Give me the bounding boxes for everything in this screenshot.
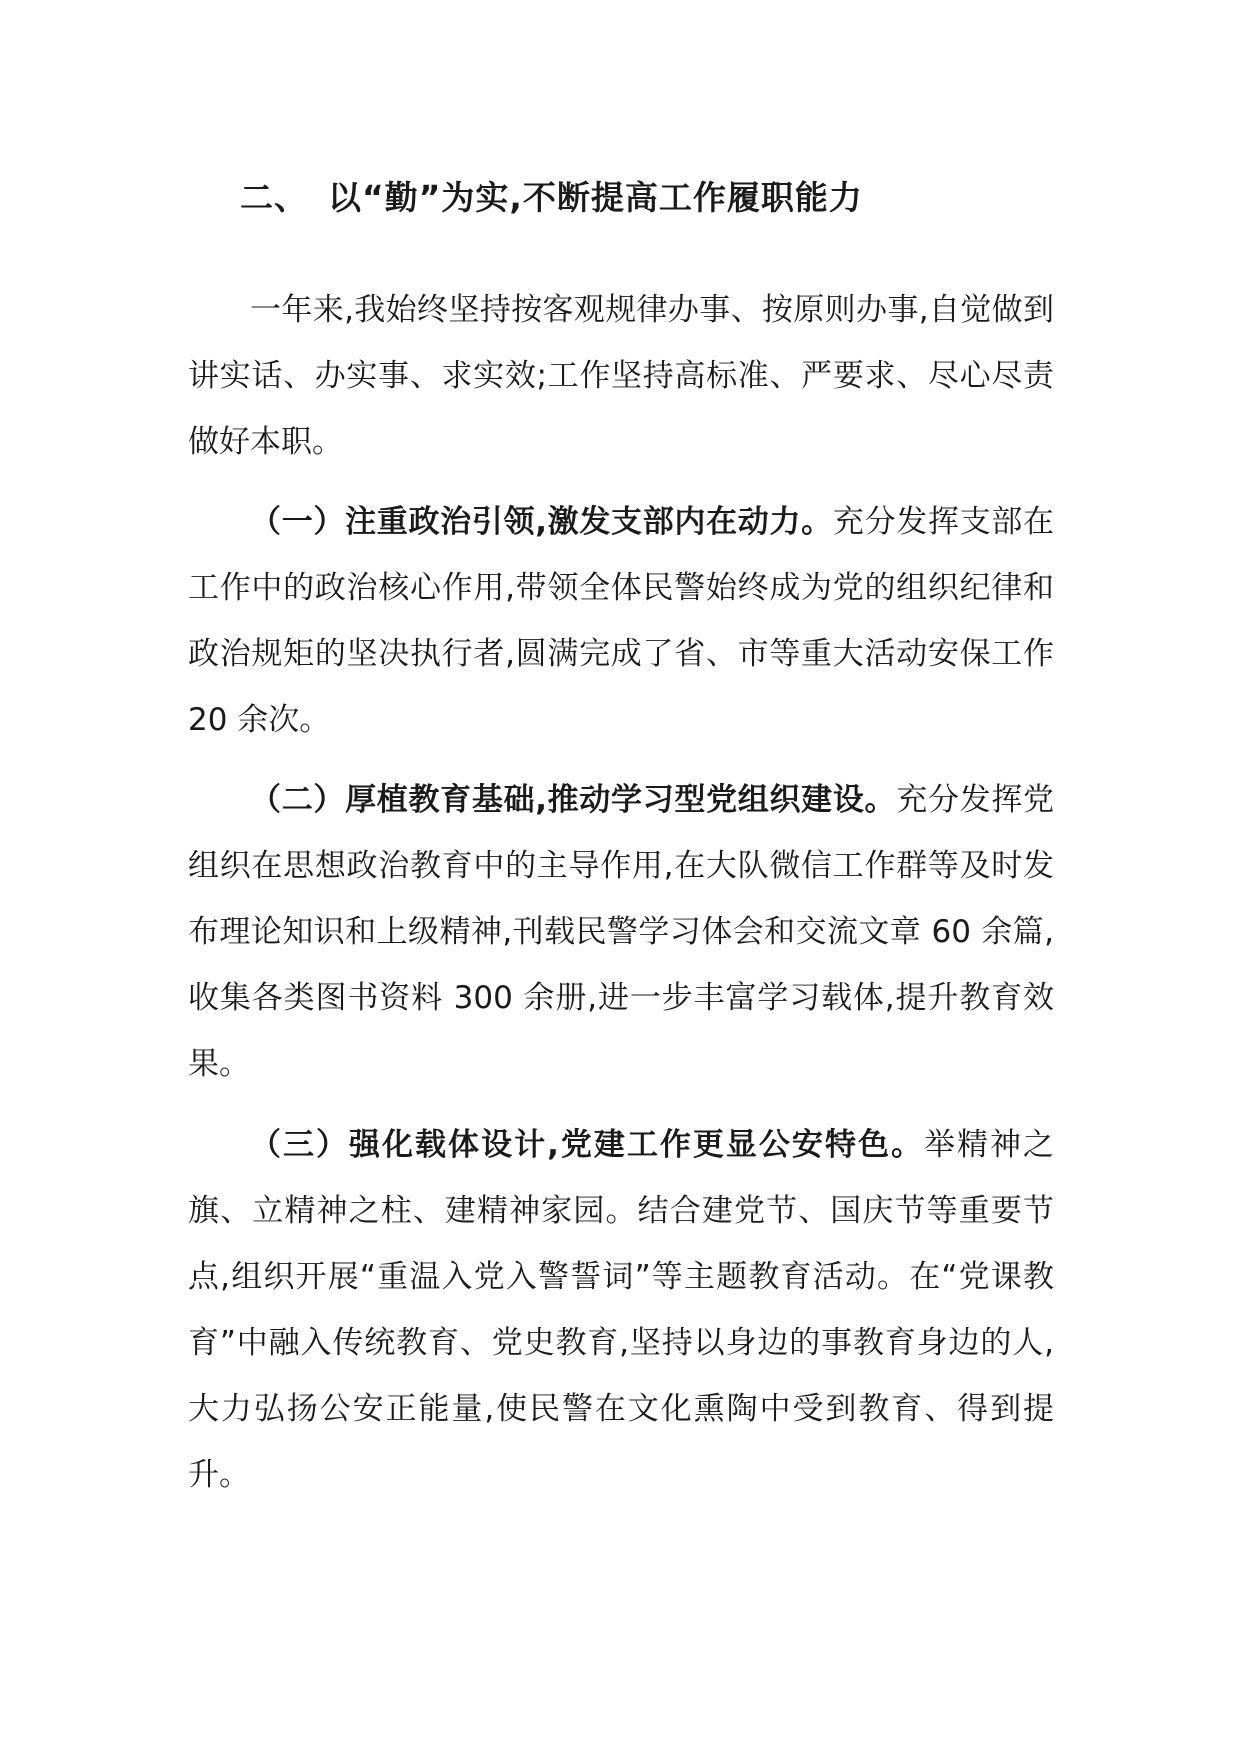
item-lead-3: （三）强化载体设计,党建工作更显公安特色。: [250, 1127, 924, 1163]
item-body-1: 充分发挥支部在工作中的政治核心作用,带领全体民警始终成为党的组织纪律和政治规矩的坚决执行者,圆满完成了省、市等重大活动安保工作 20 余次。: [188, 504, 1055, 738]
item-paragraph-2: [188, 767, 1054, 1097]
item-paragraph-1: [188, 489, 1054, 753]
item-paragraph-3: [188, 1112, 1054, 1508]
section-number: 二、: [240, 178, 308, 217]
item-lead-1: （一）注重政治引领,激发支部内在动力。: [250, 504, 833, 540]
section-title: 以“勤”为实,不断提高工作履职能力: [328, 178, 863, 217]
section-heading: [240, 172, 863, 224]
item-lead-2: （二）厚植教育基础,推动学习型党组织建设。: [250, 782, 897, 818]
item-body-3: 举精神之旗、立精神之柱、建精神家园。结合建党节、国庆节等重要节点,组织开展“重温入党入警誓词”等主题教育活动。在“党课教育”中融入传统教育、党史教育,坚持以身边的事教育身边的人,大力弘扬公安正能量,使民警在文化熏陶中受到教育、得到提升。: [188, 1127, 1054, 1493]
intro-paragraph: 一年来,我始终坚持按客观规律办事、按原则办事,自觉做到讲实话、办实事、求实效;工作坚持高标准、严要求、尽心尽责做好本职。: [188, 292, 1054, 460]
item-body-2: 充分发挥党组织在思想政治教育中的主导作用,在大队微信工作群等及时发布理论知识和上级精神,刊载民警学习体会和交流文章 60 余篇,收集各类图书资料 300 余册,进一步丰富学习载体,提升教育效果。: [188, 782, 1055, 1082]
